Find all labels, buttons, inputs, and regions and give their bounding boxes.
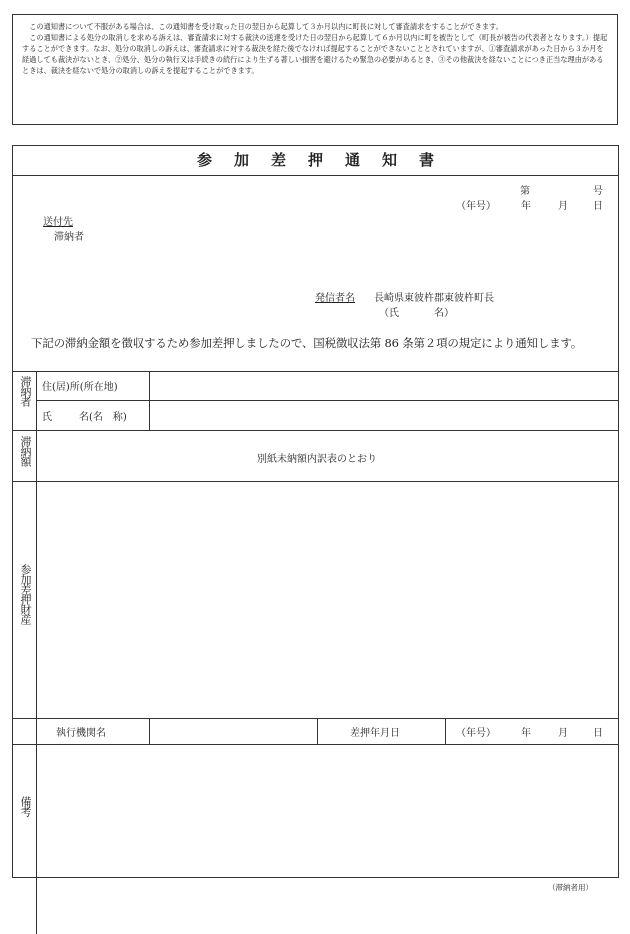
seizure-date-month: 月: [558, 728, 568, 739]
taxpayer-header: 滞納者: [19, 376, 32, 406]
form-title: 参加差押通知書: [196, 151, 456, 169]
notification-statement: 下記の滞納金額を徴収するため参加差押しましたので、国税徴収法第 86 条第２項の規定により通知します。: [31, 336, 583, 350]
name-label-part-a: 氏: [42, 412, 52, 423]
seizure-date-year: 年: [521, 728, 531, 739]
sender-label: 発信者名: [315, 293, 355, 304]
date-value-left-line: [445, 718, 446, 744]
issue-date-year: 年: [521, 201, 531, 212]
recipient-taxpayer: 滞納者: [54, 232, 84, 243]
appeal-notice-box: [12, 14, 618, 125]
seizure-date-day: 日: [593, 728, 603, 739]
address-label: 住(居)所(所在地): [42, 382, 118, 393]
name-label-part-b: 名(名 称): [79, 412, 127, 423]
doc-number-prefix: 第: [520, 186, 530, 197]
sender-name-open: （氏: [379, 308, 399, 319]
seizure-notice-form: [12, 145, 619, 878]
seizure-date-label: 差押年月日: [350, 728, 400, 739]
address-row-line: [36, 400, 618, 401]
title-divider: [13, 175, 618, 176]
appeal-notice-paragraph-2: この通知書による処分の取消しを求める訴えは、審査請求に対する裁決の送達を受けた日の翌日から起算して６か月以内に町を被告として（町長が被告の代表者となります。）提起することができます。なお、処分の取消しの訴えは、審査請求に対する裁決を経た後でなければ提起することができないこととされていますが、①審査請求があった日から３か月を経過しても裁決がないとき、②処分、処分の執行又は手続きの続行により生ずる著しい損害を避けるため緊急の必要があるとき、③その他裁決を経ないことにつき正当な理由があるときは、裁決を経ないで処分の取消しの訴えを提起することができます。: [22, 33, 608, 75]
doc-number-suffix: 号: [593, 186, 603, 197]
recipient-label: 送付先: [43, 217, 73, 228]
taxpayer-copy-note: （滞納者用）: [548, 883, 593, 892]
date-row-bottom-line: [13, 744, 618, 745]
property-header: 参加差押財産: [19, 564, 32, 624]
amount-header: 滞納額: [19, 436, 32, 466]
amount-bottom-line: [13, 481, 618, 482]
appeal-notice-paragraph-1: この通知書について不服がある場合は、この通知書を受け取った日の翌日から起算して３か月以内に町長に対して審査請求をすることができます。: [29, 22, 503, 31]
date-label-left-line: [317, 718, 318, 744]
agency-label: 執行機関名: [56, 728, 106, 739]
agency-value-line: [149, 718, 150, 744]
label-column-line: [149, 371, 150, 430]
sender-name-close: 名）: [434, 308, 454, 319]
remarks-header: 備考: [19, 796, 32, 816]
property-bottom-line: [13, 718, 618, 719]
seizure-date-era: （年号）: [456, 728, 496, 739]
issue-date-day: 日: [593, 201, 603, 212]
issue-date-month: 月: [558, 201, 568, 212]
issue-date-era: （年号）: [456, 201, 496, 212]
remarks-column-line: [36, 744, 37, 877]
taxpayer-top-line: [13, 371, 618, 372]
amount-value: 別紙未納額内訳表のとおり: [257, 454, 377, 465]
taxpayer-bottom-line: [13, 430, 618, 431]
sender-value: 長崎県東彼杵郡東彼杵町長: [374, 293, 494, 304]
